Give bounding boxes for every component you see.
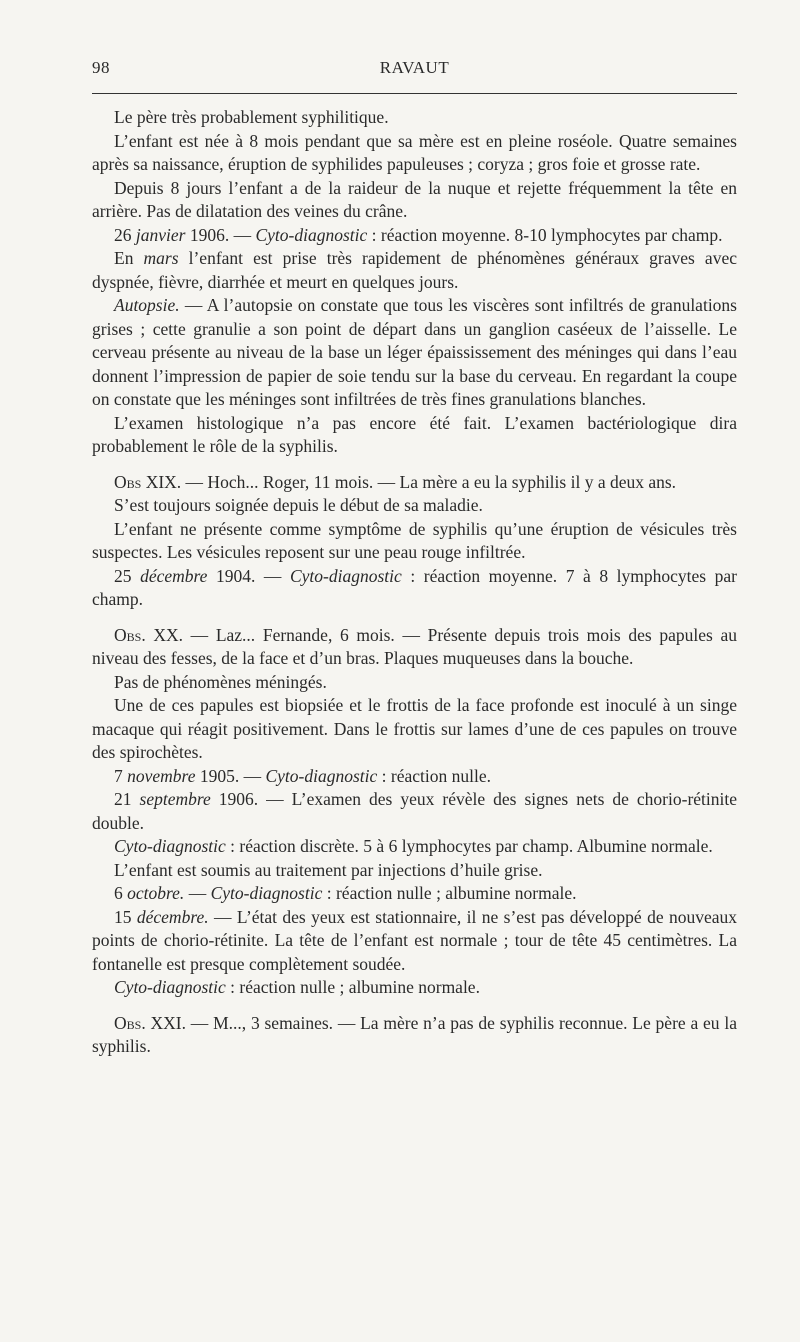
paragraph xyxy=(92,412,737,459)
text-run: L’enfant est née à 8 mois pendant que sa mère est en pleine roséole. Quatre semaines après sa naissance, éruption de syphilides papuleuses ; coryza ; gros foie et grosse rate. xyxy=(92,130,737,174)
paragraph xyxy=(92,294,737,412)
text-run: — xyxy=(184,883,211,903)
text-run: septembre xyxy=(139,789,211,809)
paragraph xyxy=(92,906,737,977)
text-run: : réaction moyenne. 7 à 8 lymphocytes par champ. xyxy=(92,565,738,609)
running-title: RAVAUT xyxy=(379,58,450,77)
text-run: — L’état des yeux est stationnaire, il ne s’est pas développé de nouveaux points de chorio-rétinite. La tête de l’enfant est normale ; tour de tête 45 centimètres. La fontanelle est presque complètement soudée. xyxy=(92,906,737,974)
text-run: Obs xyxy=(114,1012,142,1033)
text-run: novembre xyxy=(127,765,196,786)
text-run: L’examen histologique n’a pas encore été fait. L’examen bactériologique dira probablement le rôle de la syphilis. xyxy=(92,412,737,456)
paragraph xyxy=(92,882,737,906)
paragraph xyxy=(92,835,737,859)
text-run: Cyto-diagnostic xyxy=(114,977,226,997)
text-run: S’est toujours soignée depuis le début de sa maladie. xyxy=(114,495,483,515)
text-run: : réaction nulle. xyxy=(377,765,491,786)
text-run: décembre xyxy=(140,565,208,586)
text-run: 1906. — xyxy=(185,224,256,245)
text-run: : réaction nulle ; albumine normale. xyxy=(322,883,577,903)
text-run: Le père très probablement syphilitique. xyxy=(114,107,389,127)
paragraph xyxy=(92,859,737,883)
page-header xyxy=(92,58,737,84)
paragraph xyxy=(92,671,737,695)
text-run: : réaction moyenne. 8-10 lymphocytes par champ. xyxy=(367,224,723,245)
text-run: Cyto-diagnostic xyxy=(289,565,402,586)
paragraph xyxy=(92,130,737,177)
text-run: Obs xyxy=(114,624,142,645)
paragraph xyxy=(92,177,737,224)
text-run: Cyto-diagnostic xyxy=(114,836,226,856)
text-run: janvier xyxy=(135,224,186,245)
text-run: Obs xyxy=(114,471,142,492)
text-run: — A l’autopsie on constate que tous les viscères sont infiltrés de granulations grises ; cette granulie a son point de départ dans un ganglion caséeux de l’aisselle. Le cerveau présente au niveau de la base un léger épaississement des méninges qui dans l’eau donnent l’impression de papier de soie tendu sur la base du cerveau. En regardant la coupe on constate que les méninges sont infiltrées de très fines granulations blanches. xyxy=(92,295,737,409)
paragraph xyxy=(92,694,737,765)
paragraph xyxy=(92,565,737,612)
text-run: . XX. — Laz... Fernande, 6 mois. — Présente depuis trois mois des papules au niveau des fesses, de la face et d’un bras. Plaques muqueuses dans la bouche. xyxy=(92,624,737,668)
paragraph xyxy=(92,494,737,518)
text-run: 6 xyxy=(114,883,128,903)
text-run: octobre. xyxy=(127,883,185,903)
page-number: 98 xyxy=(92,58,110,77)
paragraph xyxy=(92,788,737,835)
text-run: 1904. — xyxy=(207,565,290,586)
text-run: Autopsie. xyxy=(114,295,180,315)
text-run: : réaction nulle ; albumine normale. xyxy=(225,977,480,997)
text-run: 26 xyxy=(114,224,136,245)
text-run: décembre. xyxy=(136,906,209,927)
text-run: 15 xyxy=(114,906,137,927)
paragraph xyxy=(92,106,737,130)
text-run: L’enfant ne présente comme symptôme de syphilis qu’une éruption de vésicules très suspectes. Les vésicules reposent sur une peau rouge infiltrée. xyxy=(92,518,737,562)
text-run: En xyxy=(114,248,144,268)
text-run: Cyto-diagnostic xyxy=(265,765,378,786)
paragraph xyxy=(92,247,737,294)
text-run: 1905. — xyxy=(195,765,266,786)
text-run: 7 xyxy=(114,765,128,786)
text-run: Pas de phénomènes méningés. xyxy=(114,671,327,692)
paragraph xyxy=(92,1012,737,1059)
text-run: 1906. — L’examen des yeux révèle des signes nets de chorio-rétinite double. xyxy=(92,789,738,833)
paragraph xyxy=(92,518,737,565)
text-run: . XXI. — M..., 3 semaines. — La mère n’a pas de syphilis reconnue. Le père a eu la syphilis. xyxy=(92,1012,737,1056)
header-rule xyxy=(92,93,737,94)
text-run: 21 xyxy=(114,789,140,809)
paragraph xyxy=(92,471,737,495)
text-run: XIX. — Hoch... Roger, 11 mois. — La mère a eu la syphilis il y a deux ans. xyxy=(141,471,677,492)
text-run: Cyto-diagnostic xyxy=(255,224,368,245)
text-run: L’enfant est soumis au traitement par injections d’huile grise. xyxy=(114,859,543,880)
paragraph xyxy=(92,976,737,1000)
paragraph xyxy=(92,624,737,671)
text-run: mars xyxy=(143,248,179,268)
paragraph xyxy=(92,224,737,248)
text-run: Cyto-diagnostic xyxy=(210,883,323,903)
text-run: : réaction discrète. 5 à 6 lymphocytes par champ. Albumine normale. xyxy=(225,836,713,856)
text-run: Une de ces papules est biopsiée et le frottis de la face profonde est inoculé à un singe macaque qui réagit positivement. Dans le frottis sur lames d’une de ces papules on trouve des spirochètes. xyxy=(92,695,737,762)
paragraph xyxy=(92,765,737,789)
body-text xyxy=(92,106,737,1059)
text-run: Depuis 8 jours l’enfant a de la raideur de la nuque et rejette fréquemment la tête en arrière. Pas de dilatation des veines du crâne. xyxy=(92,177,737,221)
text-run: l’enfant est prise très rapidement de phénomènes généraux graves avec dyspnée, fièvre, diarrhée et meurt en quelques jours. xyxy=(92,248,737,292)
text-run: 25 xyxy=(114,565,141,586)
